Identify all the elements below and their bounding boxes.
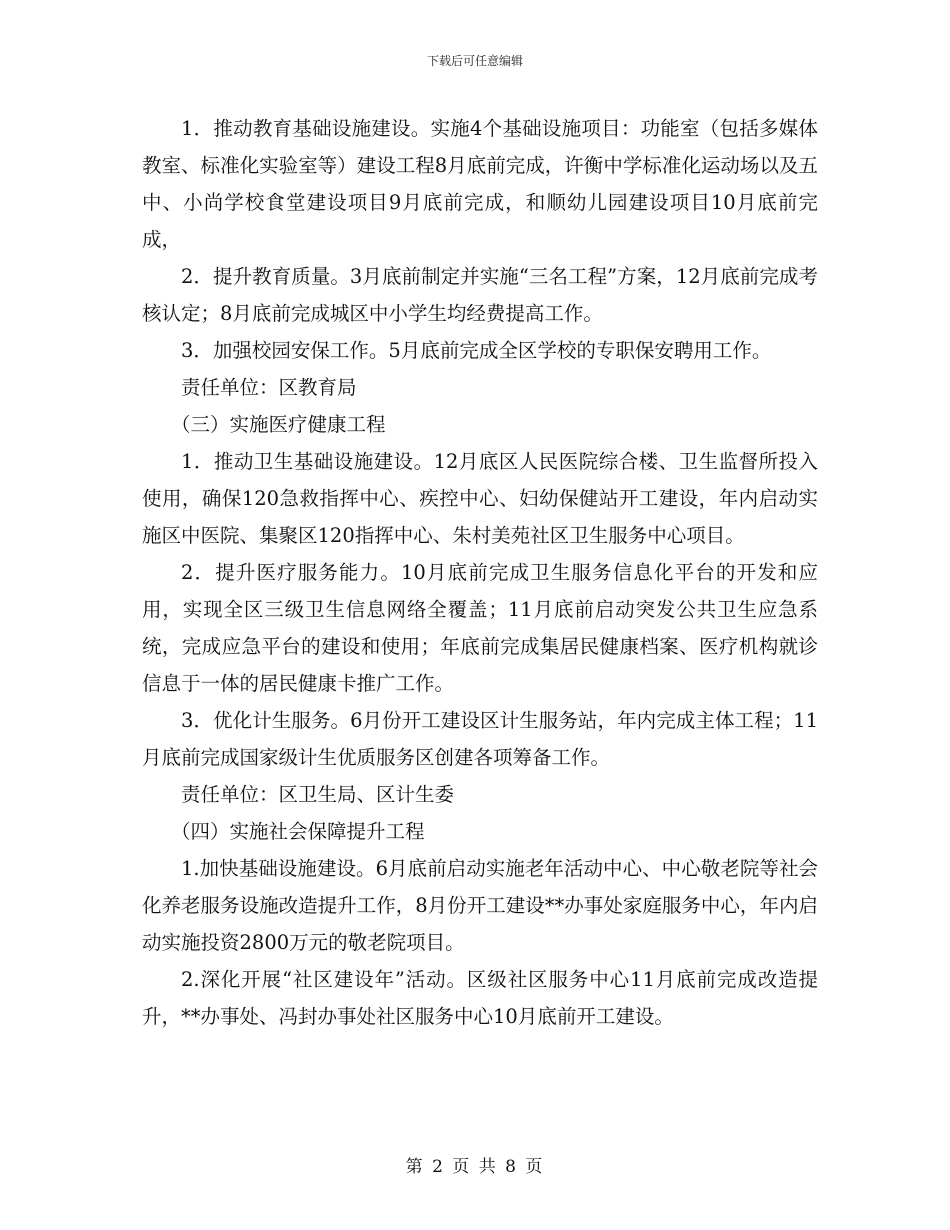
section-heading-medical: （三）实施医疗健康工程: [171, 413, 386, 436]
paragraph-health-infrastructure: 1．推动卫生基础设施建设。12月底区人民医院综合楼、卫生监督所投入使用，确保120急救指挥中心、疾控中心、妇幼保健站开工建设，年内启动实施区中医院、集聚区120指挥中心、朱村美苑社区卫生服务中心项目。: [142, 450, 818, 547]
document-body: [142, 110, 818, 1035]
paragraph-social-infrastructure: 1.加快基础设施建设。6月底前启动实施老年活动中心、中心敬老院等社会化养老服务设施改造提升工作，8月份开工建设**办事处家庭服务中心，年内启动实施投资2800万元的敬老院项目。: [142, 857, 818, 954]
paragraph-campus-security: 3．加强校园安保工作。5月底前完成全区学校的专职保安聘用工作。: [181, 339, 772, 362]
paragraph-responsible-unit-health: 责任单位：区卫生局、区计生委: [181, 783, 455, 806]
paragraph-community-year: 2.深化开展“社区建设年”活动。区级社区服务中心11月底前完成改造提升，**办事处、冯封办事处社区服务中心10月底前开工建设。: [142, 968, 818, 1028]
page-header-note: 下载后可任意编辑: [426, 54, 523, 68]
paragraph-responsible-unit-education: 责任单位：区教育局: [181, 376, 357, 399]
page-number: 第 2 页 共 8 页: [405, 1157, 545, 1177]
paragraph-medical-service: 2．提升医疗服务能力。10月底前完成卫生服务信息化平台的开发和应用，实现全区三级卫生信息网络全覆盖；11月底前启动突发公共卫生应急系统，完成应急平台的建设和使用；年底前完成集居民健康档案、医疗机构就诊信息于一体的居民健康卡推广工作。: [142, 561, 818, 695]
paragraph-education-infrastructure: 1．推动教育基础设施建设。实施4个基础设施项目：功能室（包括多媒体教室、标准化实验室等）建设工程8月底前完成，许衡中学标准化运动场以及五中、小尚学校食堂建设项目9月底前完成，和顺幼儿园建设项目10月底前完成，: [142, 117, 818, 251]
paragraph-education-quality: 2．提升教育质量。3月底前制定并实施“三名工程”方案，12月底前完成考核认定；8月底前完成城区中小学生均经费提高工作。: [142, 265, 818, 325]
section-heading-social-security: （四）实施社会保障提升工程: [171, 820, 425, 843]
paragraph-family-planning: 3．优化计生服务。6月份开工建设区计生服务站，年内完成主体工程；11月底前完成国家级计生优质服务区创建各项筹备工作。: [142, 709, 818, 769]
